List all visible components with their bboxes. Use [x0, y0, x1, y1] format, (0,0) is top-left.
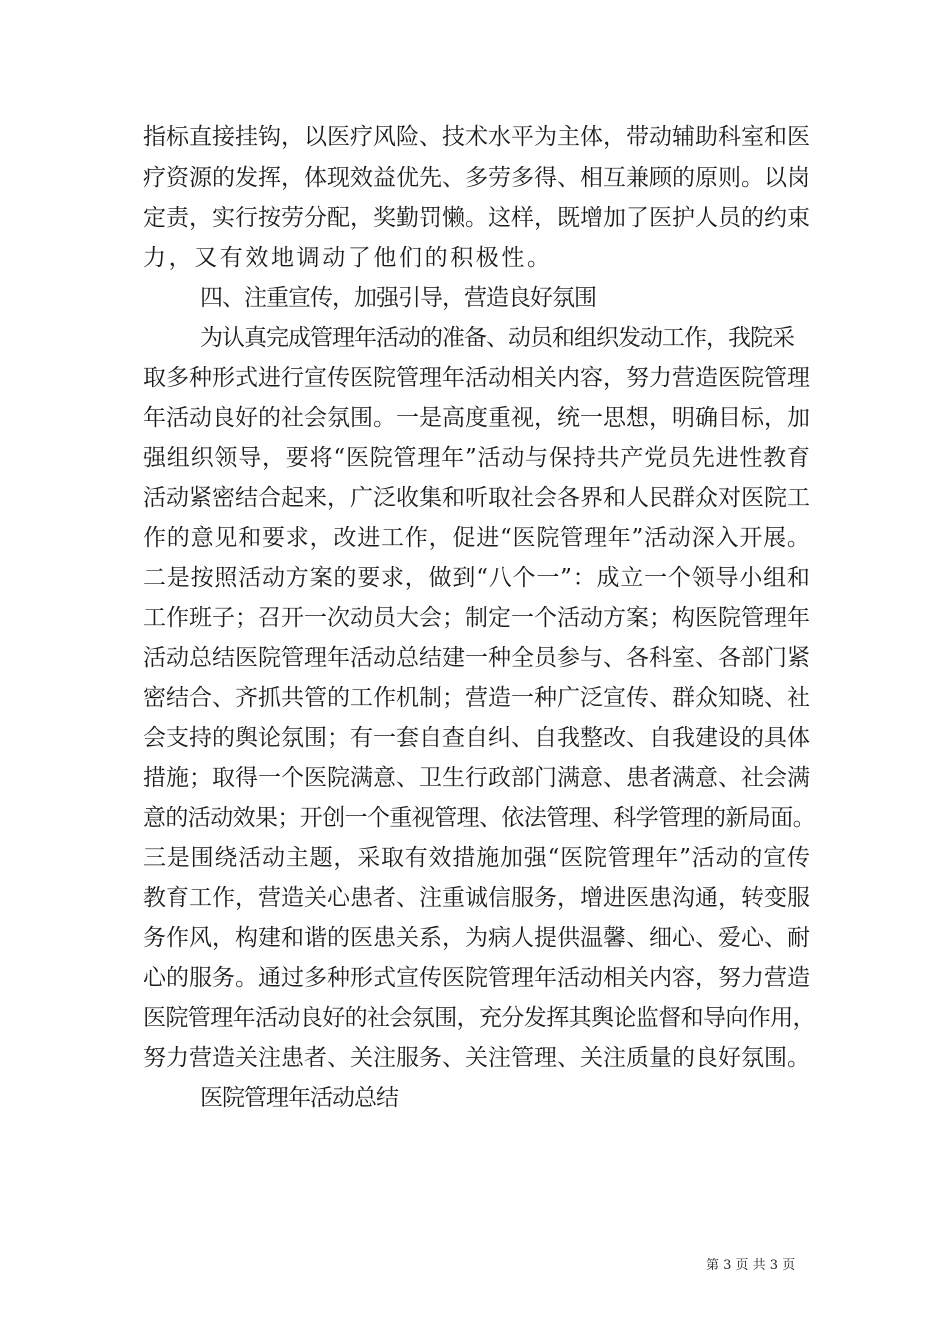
text-line: 定责，实行按劳分配，奖勤罚懒。这样，既增加了医护人员的约束: [143, 205, 810, 231]
text-line: 心的服务。通过多种形式宣传医院管理年活动相关内容，努力营造: [143, 965, 810, 991]
text-line: 工作班子；召开一次动员大会；制定一个活动方案；构医院管理年: [143, 605, 810, 631]
text-line: 活动总结医院管理年活动总结建一种全员参与、各科室、各部门紧: [143, 645, 810, 671]
section-heading: 四、注重宣传，加强引导，营造良好氛围: [200, 285, 596, 311]
text-line: 年活动良好的社会氛围。一是高度重视，统一思想，明确目标，加: [143, 405, 810, 431]
text-line: 措施；取得一个医院满意、卫生行政部门满意、患者满意、社会满: [143, 765, 810, 791]
text-line: 教育工作，营造关心患者、注重诚信服务，增进医患沟通，转变服: [143, 885, 810, 911]
text-line: 医院管理年活动良好的社会氛围，充分发挥其舆论监督和导向作用，: [143, 1005, 816, 1031]
text-line: 作的意见和要求，改进工作，促进“医院管理年”活动深入开展。: [143, 525, 811, 551]
text-line: 务作风，构建和谐的医患关系，为病人提供温馨、细心、爱心、耐: [143, 925, 810, 951]
text-line: 疗资源的发挥，体现效益优先、多劳多得、相互兼顾的原则。以岗: [143, 165, 810, 191]
closing-title: 医院管理年活动总结: [200, 1085, 398, 1111]
text-line: 力，又有效地调动了他们的积极性。: [143, 245, 553, 271]
text-line: 强组织领导，要将“医院管理年”活动与保持共产党员先进性教育: [143, 445, 811, 471]
text-line: 二是按照活动方案的要求，做到“八个一”：成立一个领导小组和: [143, 565, 811, 591]
text-line: 意的活动效果；开创一个重视管理、依法管理、科学管理的新局面。: [143, 805, 816, 831]
text-line: 三是围绕活动主题，采取有效措施加强“医院管理年”活动的宣传: [143, 845, 811, 871]
text-line: 取多种形式进行宣传医院管理年活动相关内容，努力营造医院管理: [143, 365, 810, 391]
text-line: 会支持的舆论氛围；有一套自查自纠、自我整改、自我建设的具体: [143, 725, 810, 751]
text-line: 努力营造关注患者、关注服务、关注管理、关注质量的良好氛围。: [143, 1045, 810, 1071]
text-line: 为认真完成管理年活动的准备、动员和组织发动工作，我院采: [200, 325, 794, 351]
text-line: 指标直接挂钩，以医疗风险、技术水平为主体，带动辅助科室和医: [143, 124, 810, 150]
text-line: 活动紧密结合起来，广泛收集和听取社会各界和人民群众对医院工: [143, 485, 810, 511]
page-number-footer: 第 3 页 共 3 页: [706, 1258, 796, 1273]
text-line: 密结合、齐抓共管的工作机制；营造一种广泛宣传、群众知晓、社: [143, 685, 810, 711]
